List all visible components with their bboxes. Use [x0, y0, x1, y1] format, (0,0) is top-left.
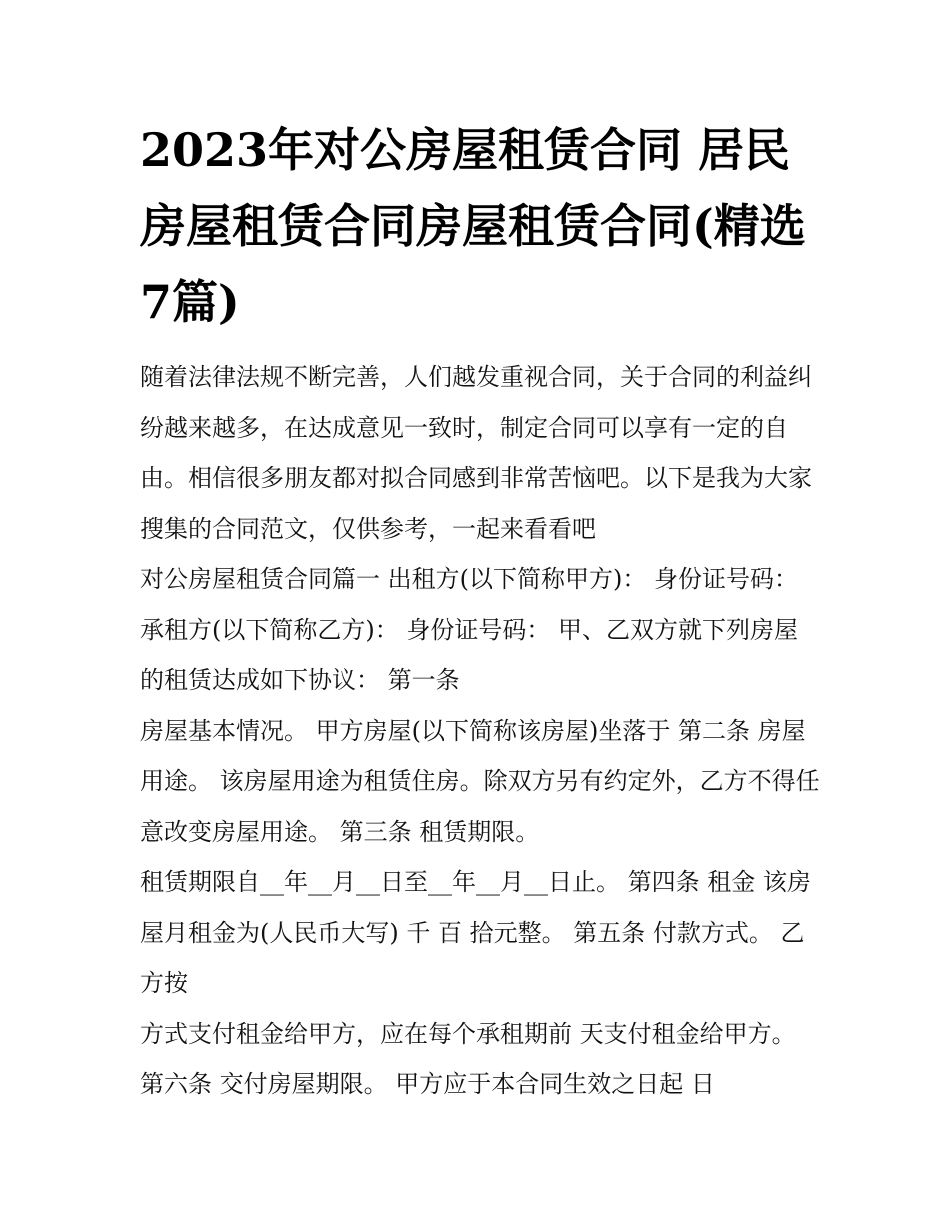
paragraph-property: 房屋基本情况。 甲方房屋(以下简称该房屋)坐落于 第二条 房屋用途。 该房屋用途为租赁住房。除双方另有约定外，乙方不得任意改变房屋用途。 第三条 租赁期限。 [140, 716, 820, 846]
paragraph-parties: 对公房屋租赁合同篇一 出租方(以下简称甲方)： 身份证号码： 承租方(以下简称乙方)： 身份证号码： 甲、乙双方就下列房屋的租赁达成如下协议： 第一条 [140, 565, 798, 694]
paragraph-intro: 随着法律法规不断完善，人们越发重视合同，关于合同的利益纠纷越来越多，在达成意见一致时，制定合同可以享有一定的自由。相信很多朋友都对拟合同感到非常苦恼吧。以下是我为大家搜集的合同范文，仅供参考，一起来看看吧 [140, 363, 812, 543]
paragraph-term-rent: 租赁期限自__年__月__日至__年__月__日止。 第四条 租金 该房屋月租金为(人民币大写) 千 百 拾元整。 第五条 付款方式。 乙方按 [140, 868, 811, 997]
paragraph-payment: 方式支付租金给甲方，应在每个承租期前 天支付租金给甲方。 第六条 交付房屋期限。 甲方应于本合同生效之日起 日 [140, 1019, 796, 1098]
document-title: 2023年对公房屋租赁合同 居民房屋租赁合同房屋租赁合同(精选7篇) [140, 123, 806, 329]
document-page [140, 112, 820, 1110]
